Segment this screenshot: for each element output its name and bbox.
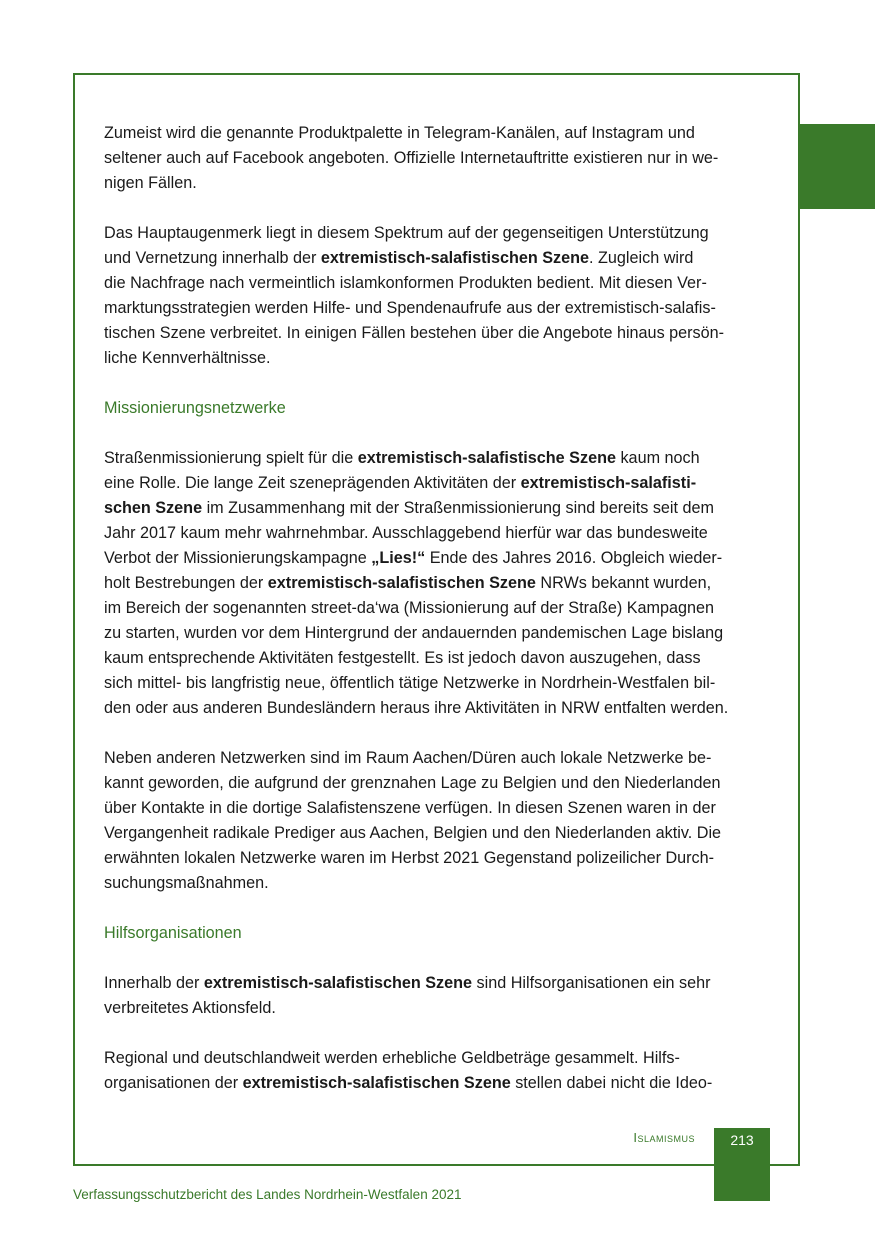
text-line: sich mittel- bis langfristig neue, öffentlich tätige Netzwerke in Nordrhein-Westfalen bil-	[104, 674, 716, 692]
text-line	[104, 496, 774, 521]
text-line: suchungsmaßnahmen.	[104, 874, 269, 892]
text-line: nigen Fällen.	[104, 174, 197, 192]
text-run: kaum noch	[615, 449, 700, 467]
bold-term: extremistisch-salafisti-	[520, 474, 697, 492]
text-line: Regional und deutschlandweit werden erhebliche Geldbeträge gesammelt. Hilfs-	[104, 1049, 680, 1067]
text-line: erwähnten lokalen Netzwerke waren im Herbst 2021 Gegenstand polizeilicher Durch-	[104, 849, 715, 867]
paragraph	[104, 446, 774, 721]
text-line	[104, 571, 774, 596]
text-line: zu starten, wurden vor dem Hintergrund der andauernden pandemischen Lage bislang	[104, 624, 724, 642]
bold-term: extremistisch-salafistische Szene	[357, 449, 616, 467]
bold-term: extremistisch-salafistischen Szene	[203, 974, 473, 992]
text-line	[104, 446, 774, 471]
bold-term: „Lies!“	[371, 549, 426, 567]
text-line: Vergangenheit radikale Prediger aus Aachen, Belgien und den Niederlanden aktiv. Die	[104, 824, 722, 842]
paragraph	[104, 746, 774, 896]
bold-term: extremistisch-salafistischen Szene	[242, 1074, 511, 1092]
text-run: im Zusammenhang mit der Straßenmissionierung sind bereits seit dem	[202, 499, 714, 517]
text-line: Das Hauptaugenmerk liegt in diesem Spektrum auf der gegenseitigen Unterstützung	[104, 224, 709, 242]
text-run: Innerhalb der	[104, 974, 204, 992]
bold-term: schen Szene	[104, 499, 203, 517]
text-line	[104, 971, 774, 996]
text-run: und Vernetzung innerhalb der	[104, 249, 321, 267]
footer-title: Verfassungsschutzbericht des Landes Nordrhein-Westfalen 2021	[73, 1187, 462, 1202]
text-line: marktungsstrategien werden Hilfe- und Spendenaufrufe aus der extremistisch-salafis-	[104, 299, 716, 317]
text-run: stellen dabei nicht die Ideo-	[510, 1074, 713, 1092]
page-number-box	[714, 1128, 770, 1201]
text-line: den oder aus anderen Bundesländern heraus ihre Aktivitäten in NRW entfalten werden.	[104, 699, 729, 717]
text-line: Neben anderen Netzwerken sind im Raum Aachen/Düren auch lokale Netzwerke be-	[104, 749, 712, 767]
text-run: eine Rolle. Die lange Zeit szeneprägenden Aktivitäten der	[104, 474, 521, 492]
text-line: im Bereich der sogenannten street-da‘wa (Missionierung auf der Straße) Kampagnen	[104, 599, 715, 617]
paragraph	[104, 121, 774, 196]
text-run: holt Bestrebungen der	[104, 574, 268, 592]
text-run: . Zugleich wird	[589, 249, 694, 267]
text-line: Jahr 2017 kaum mehr wahrnehmbar. Ausschlaggebend hierfür war das bundesweite	[104, 524, 708, 542]
text-run: Ende des Jahres 2016. Obgleich wieder-	[425, 549, 723, 567]
bold-term: extremistisch-salafistischen Szene	[267, 574, 536, 592]
text-line	[104, 1071, 774, 1096]
text-line	[104, 546, 774, 571]
text-line: liche Kennverhältnisse.	[104, 349, 271, 367]
text-line: Zumeist wird die genannte Produktpalette in Telegram-Kanälen, auf Instagram und	[104, 124, 695, 142]
text-line: tischen Szene verbreitet. In einigen Fällen bestehen über die Angebote hinaus persön-	[104, 324, 725, 342]
text-line	[104, 246, 774, 271]
text-run: NRWs bekannt wurden,	[535, 574, 712, 592]
body-text	[104, 121, 774, 1121]
text-run: Straßenmissionierung spielt für die	[104, 449, 358, 467]
section-label: Islamismus	[633, 1130, 695, 1145]
text-line: kaum entsprechende Aktivitäten festgestellt. Es ist jedoch davon auszugehen, dass	[104, 649, 701, 667]
bold-term: extremistisch-salafistischen Szene	[320, 249, 590, 267]
text-line	[104, 471, 774, 496]
paragraph	[104, 971, 774, 1021]
text-line: die Nachfrage nach vermeintlich islamkonformen Produkten bedient. Mit diesen Ver-	[104, 274, 707, 292]
chapter-tab-marker	[799, 124, 875, 209]
page-number: 213	[730, 1132, 754, 1148]
text-run: Verbot der Missionierungskampagne	[104, 549, 372, 567]
text-run: organisationen der	[104, 1074, 243, 1092]
paragraph	[104, 221, 774, 371]
section-heading: Missionierungsnetzwerke	[104, 399, 286, 417]
text-line: kannt geworden, die aufgrund der grenznahen Lage zu Belgien und den Niederlanden	[104, 774, 721, 792]
text-line: verbreitetes Aktionsfeld.	[104, 999, 276, 1017]
text-line: seltener auch auf Facebook angeboten. Offizielle Internetauftritte existieren nur in we-	[104, 149, 719, 167]
text-line: über Kontakte in die dortige Salafistenszene verfügen. In diesen Szenen waren in der	[104, 799, 716, 817]
paragraph	[104, 1046, 774, 1096]
text-run: sind Hilfsorganisationen ein sehr	[472, 974, 711, 992]
section-heading: Hilfsorganisationen	[104, 924, 242, 942]
